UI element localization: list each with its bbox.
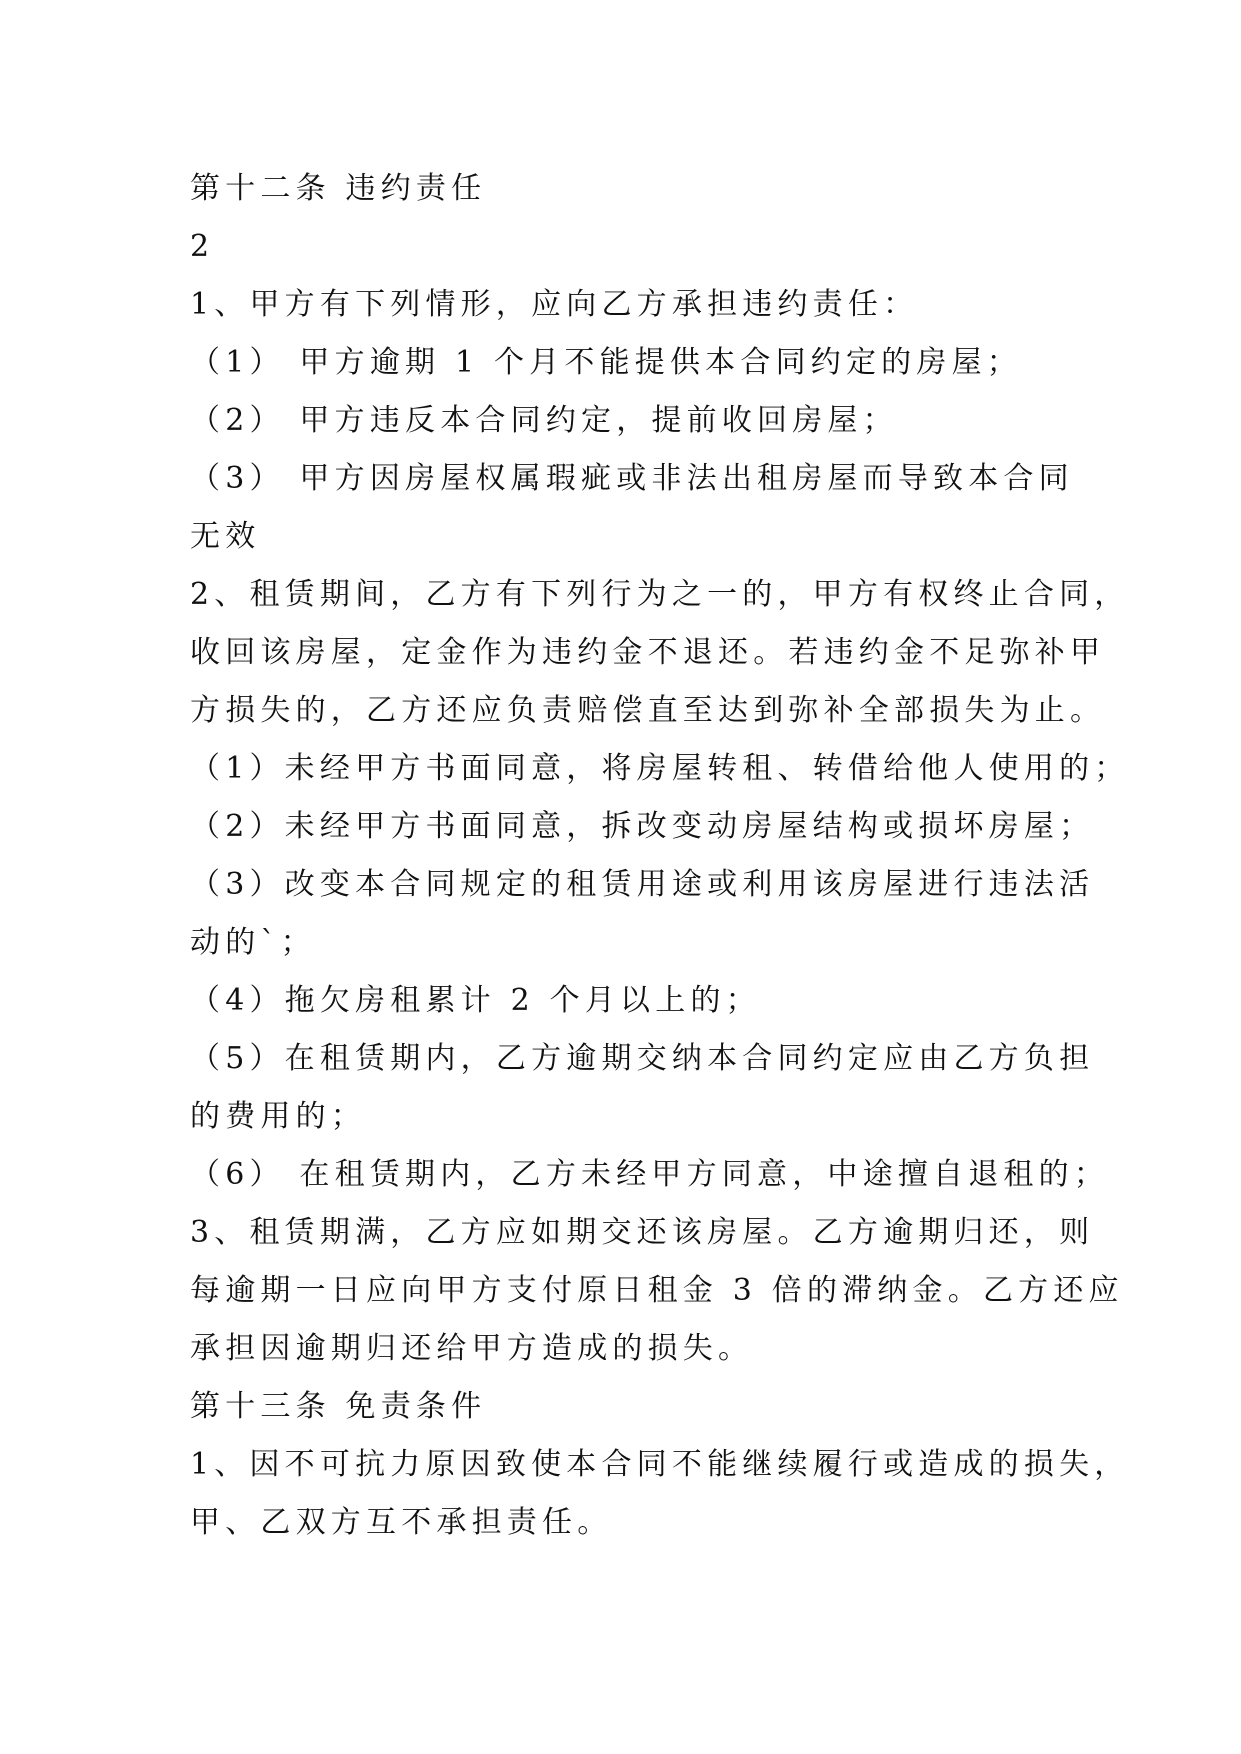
clause-2-item-6: （6） 在租赁期内，乙方未经甲方同意，中途擅自退租的； bbox=[190, 1157, 1110, 1192]
clause-2-item-1: （1）未经甲方书面同意，将房屋转租、转借给他人使用的； bbox=[190, 751, 1130, 786]
clause-2-item-3: （3）改变本合同规定的租赁用途或利用该房屋进行违法活 bbox=[190, 867, 1095, 902]
clause-2-item-4: （4）拖欠房租累计 2 个月以上的； bbox=[190, 983, 761, 1018]
clause-2-item-3-cont: 动的`； bbox=[190, 925, 316, 960]
clause-3-cont-2: 承担因逾期归还给甲方造成的损失。 bbox=[190, 1331, 754, 1366]
article-13-clause-1: 1、因不可抗力原因致使本合同不能继续履行或造成的损失， bbox=[190, 1447, 1130, 1482]
article-13-clause-1-cont: 甲、乙双方互不承担责任。 bbox=[190, 1505, 613, 1540]
clause-3: 3、租赁期满，乙方应如期交还该房屋。乙方逾期归还，则 bbox=[190, 1215, 1095, 1250]
clause-1-item-1: （1） 甲方逾期 1 个月不能提供本合同约定的房屋； bbox=[190, 345, 1022, 380]
clause-1-item-3: （3） 甲方因房屋权属瑕疵或非法出租房屋而导致本合同 bbox=[190, 461, 1074, 496]
clause-2-intro-cont-2: 方损失的，乙方还应负责赔偿直至达到弥补全部损失为止。 bbox=[190, 693, 1106, 728]
clause-2-item-5-cont: 的费用的； bbox=[190, 1099, 366, 1134]
clause-3-cont-1: 每逾期一日应向甲方支付原日租金 3 倍的滞纳金。乙方还应 bbox=[190, 1273, 1124, 1308]
clause-2-item-2: （2）未经甲方书面同意，拆改变动房屋结构或损坏房屋； bbox=[190, 809, 1095, 844]
clause-1-intro: 1、甲方有下列情形，应向乙方承担违约责任： bbox=[190, 287, 919, 322]
page-number: 2 bbox=[190, 229, 215, 264]
clause-1-item-2: （2） 甲方违反本合同约定，提前收回房屋； bbox=[190, 403, 898, 438]
clause-1-item-3-cont: 无效 bbox=[190, 519, 261, 554]
clause-2-intro: 2、租赁期间，乙方有下列行为之一的，甲方有权终止合同， bbox=[190, 577, 1130, 612]
article-13-heading: 第十三条 免责条件 bbox=[190, 1389, 487, 1424]
clause-2-intro-cont-1: 收回该房屋，定金作为违约金不退还。若违约金不足弥补甲 bbox=[190, 635, 1106, 670]
document-body bbox=[190, 160, 1130, 1552]
clause-2-item-5: （5）在租赁期内，乙方逾期交纳本合同约定应由乙方负担 bbox=[190, 1041, 1095, 1076]
article-12-heading: 第十二条 违约责任 bbox=[190, 171, 487, 206]
